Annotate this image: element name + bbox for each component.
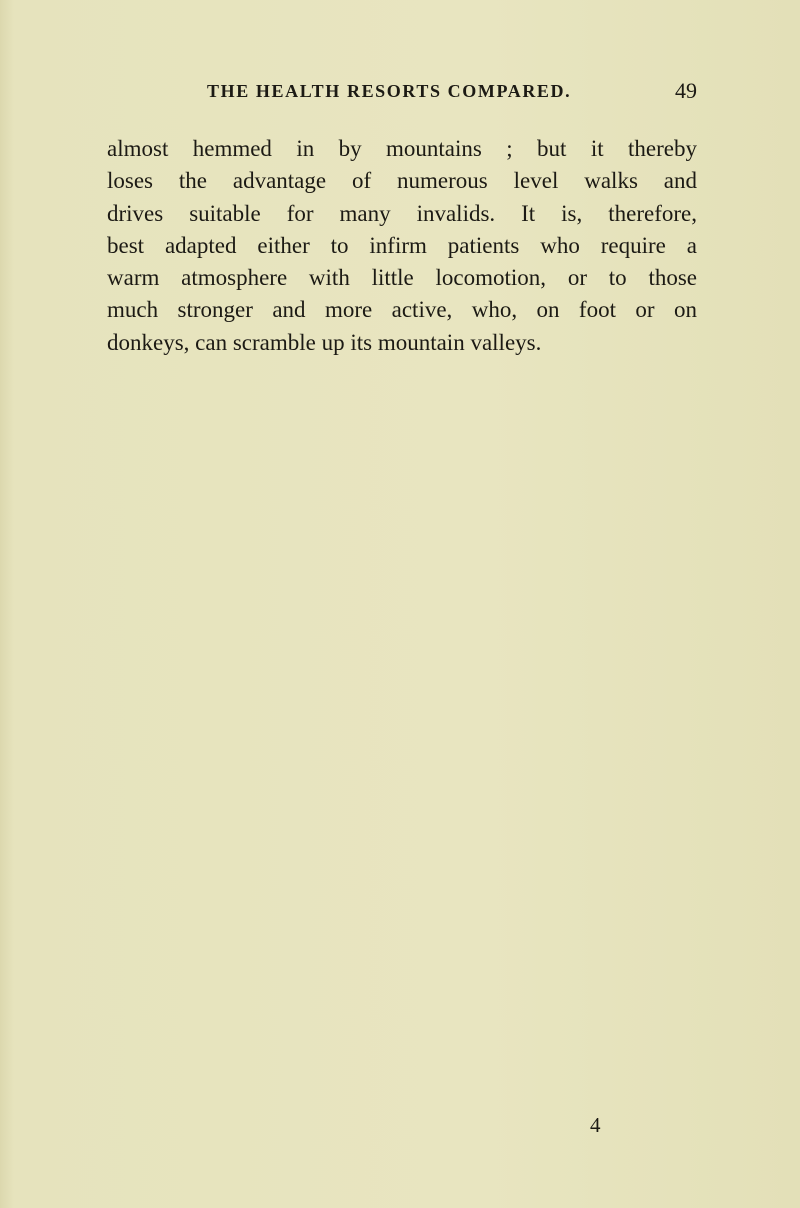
text-line: much stronger and more active, who, on foot or on [107, 297, 697, 323]
text-line: best adapted either to infirm patients who require a [107, 232, 697, 258]
page-number: 49 [675, 78, 697, 103]
text-line: loses the advantage of numerous level walks and [107, 168, 697, 194]
running-head [107, 78, 697, 104]
signature-mark: 4 [590, 1113, 601, 1137]
text-line: warm atmosphere with little locomotion, or to those [107, 265, 697, 291]
text-line: almost hemmed in by mountains ; but it thereby [107, 136, 697, 161]
body-paragraph [107, 133, 697, 359]
running-title: THE HEALTH RESORTS COMPARED. [207, 81, 572, 101]
text-line: donkeys, can scramble up its mountain valleys. [107, 329, 542, 355]
text-line: drives suitable for many invalids. It is, therefore, [107, 200, 697, 226]
